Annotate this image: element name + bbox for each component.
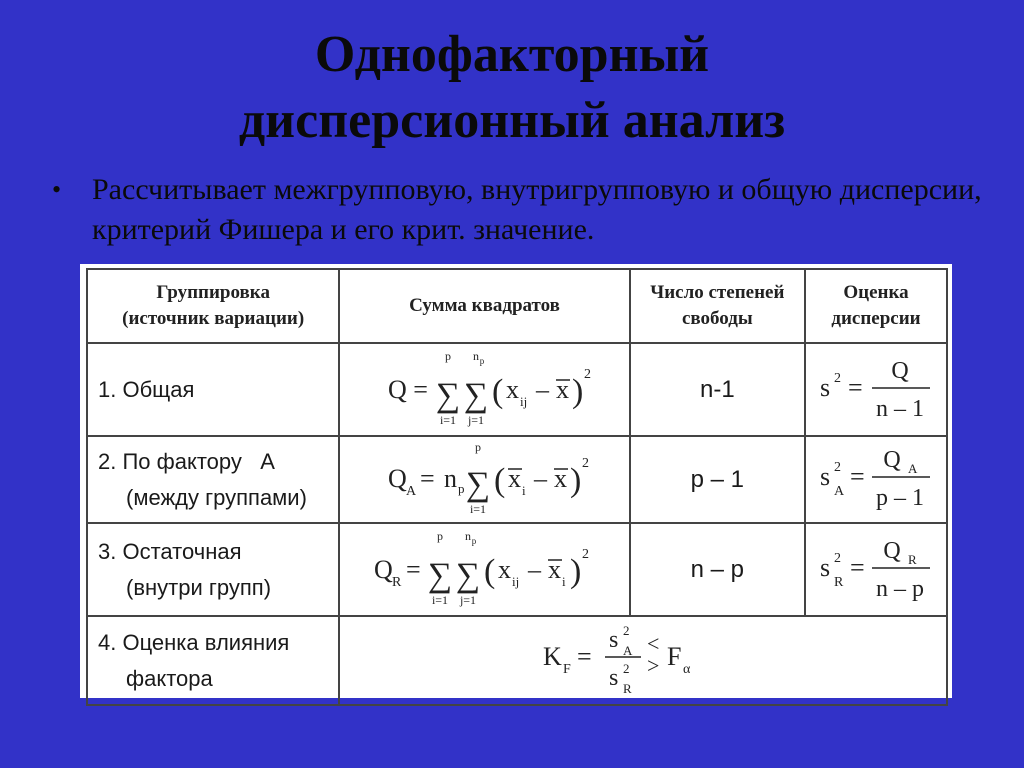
svg-text:(: ( xyxy=(483,553,495,590)
svg-text:K: K xyxy=(543,642,562,671)
svg-text:p: p xyxy=(471,536,476,546)
svg-text:p: p xyxy=(457,481,465,496)
row-source xyxy=(87,616,339,705)
svg-text:n: n xyxy=(464,529,471,543)
svg-text:Q: Q xyxy=(883,447,901,473)
svg-text:∑: ∑ xyxy=(455,557,480,594)
formula-fisher-criterion-svg xyxy=(533,617,753,699)
svg-text:2: 2 xyxy=(581,547,589,562)
formula-total-ss-svg xyxy=(360,344,610,430)
row-source-line2: фактора xyxy=(126,665,213,691)
row-df: p – 1 xyxy=(630,436,805,523)
svg-text:): ) xyxy=(569,553,581,590)
slide-title xyxy=(0,22,1024,154)
row-source-line1: 2. По фактору A xyxy=(98,448,275,474)
svg-text:R: R xyxy=(907,552,917,567)
svg-text:<: < xyxy=(647,631,660,656)
svg-text:F: F xyxy=(667,642,682,671)
formula-factor-variance-svg xyxy=(816,437,936,517)
svg-text:F: F xyxy=(563,662,571,677)
title-line-1: Однофакторный xyxy=(314,26,710,83)
svg-text:x: x xyxy=(553,464,567,493)
header-variance xyxy=(805,269,947,343)
svg-text:i=1: i=1 xyxy=(469,502,486,516)
svg-text:∑: ∑ xyxy=(465,466,490,503)
svg-text:Q =: Q = xyxy=(387,375,428,404)
table-row xyxy=(87,436,947,523)
row-source-line2: (внутри групп) xyxy=(126,574,272,600)
formula-total-ss xyxy=(339,343,629,436)
svg-text:(: ( xyxy=(491,373,503,410)
header-df-line1: Число степеней xyxy=(650,282,785,303)
svg-text:i=1: i=1 xyxy=(439,413,456,427)
anova-table xyxy=(86,268,948,706)
title-line-2: дисперсионный анализ xyxy=(238,92,786,149)
svg-text:2: 2 xyxy=(623,661,630,676)
header-variance-line2: дисперсии xyxy=(831,308,921,329)
bullet-text: Рассчитывает межгрупповую, внутригрупповую и общую дисперсии, критерий Фишера и его крит. значение. xyxy=(92,173,982,246)
svg-text:Q: Q xyxy=(883,538,901,564)
svg-text:R: R xyxy=(623,681,632,696)
svg-text:i=1: i=1 xyxy=(431,593,448,607)
svg-text:=: = xyxy=(849,553,865,582)
svg-text:ij: ij xyxy=(519,394,527,409)
header-variance-line1: Оценка xyxy=(843,282,909,303)
header-df xyxy=(630,269,805,343)
svg-text:∑: ∑ xyxy=(427,557,452,594)
svg-text:s: s xyxy=(819,373,831,402)
svg-text:i: i xyxy=(561,574,566,589)
row-source-line1: 3. Остаточная xyxy=(98,538,242,564)
row-df: n-1 xyxy=(630,343,805,436)
svg-text:A: A xyxy=(907,461,918,476)
svg-text:): ) xyxy=(571,373,583,410)
svg-text:=: = xyxy=(847,373,863,402)
header-source xyxy=(87,269,339,343)
svg-text:α: α xyxy=(683,662,691,677)
formula-residual-ss xyxy=(339,523,629,616)
svg-text:A: A xyxy=(833,484,845,499)
formula-residual-variance-svg xyxy=(816,524,936,610)
formula-factor-ss-svg xyxy=(360,437,610,517)
svg-text:s: s xyxy=(609,627,619,653)
svg-text:=: = xyxy=(405,555,421,584)
svg-text:(: ( xyxy=(493,462,505,499)
svg-text:–: – xyxy=(527,555,541,584)
svg-text:A: A xyxy=(623,643,633,658)
header-df-line2: свободы xyxy=(681,308,753,329)
table-panel xyxy=(80,264,952,698)
svg-text:p: p xyxy=(479,356,484,366)
formula-residual-variance xyxy=(805,523,947,616)
svg-text:i: i xyxy=(521,483,526,498)
formula-total-variance-svg xyxy=(816,344,936,430)
svg-text:x: x xyxy=(555,375,569,404)
svg-text:p – 1: p – 1 xyxy=(875,485,924,511)
svg-text:x: x xyxy=(507,464,521,493)
svg-text:n – 1: n – 1 xyxy=(875,396,924,422)
formula-residual-ss-svg xyxy=(360,524,610,610)
svg-text:=: = xyxy=(577,642,592,671)
svg-text:p: p xyxy=(444,349,451,363)
svg-text:2: 2 xyxy=(623,623,630,638)
row-source-line1: 1. Общая xyxy=(98,376,195,402)
svg-text:–: – xyxy=(535,375,549,404)
header-source-line1: Группировка xyxy=(156,282,270,303)
svg-text:s: s xyxy=(819,553,831,582)
row-df: n – p xyxy=(630,523,805,616)
svg-text:R: R xyxy=(391,575,401,590)
svg-text:x: x xyxy=(497,555,511,584)
svg-text:>: > xyxy=(647,653,660,678)
svg-text:2: 2 xyxy=(583,367,591,382)
svg-text:p: p xyxy=(436,529,443,543)
row-source-line2: (между группами) xyxy=(126,484,307,510)
svg-text:Q: Q xyxy=(891,358,909,384)
svg-text:A: A xyxy=(405,484,416,499)
svg-text:n: n xyxy=(472,349,479,363)
svg-text:2: 2 xyxy=(833,551,841,566)
svg-text:Q: Q xyxy=(387,464,407,493)
bullet-item xyxy=(52,170,992,250)
svg-text:n – p: n – p xyxy=(875,576,924,602)
table-row xyxy=(87,343,947,436)
formula-factor-ss xyxy=(339,436,629,523)
row-source xyxy=(87,436,339,523)
row-source xyxy=(87,343,339,436)
svg-text:Q: Q xyxy=(373,555,393,584)
svg-text:x: x xyxy=(505,375,519,404)
svg-text:–: – xyxy=(533,464,547,493)
header-source-line2: (источник вариации) xyxy=(122,308,305,329)
table-row xyxy=(87,616,947,705)
svg-text:∑: ∑ xyxy=(463,377,488,414)
svg-text:2: 2 xyxy=(833,371,841,386)
formula-total-variance xyxy=(805,343,947,436)
svg-text:n: n xyxy=(443,464,457,493)
svg-text:j=1: j=1 xyxy=(459,593,476,607)
bullet-dot: • xyxy=(52,175,62,204)
header-sum-squares: Сумма квадратов xyxy=(339,269,629,343)
svg-text:x: x xyxy=(547,555,561,584)
svg-text:ij: ij xyxy=(511,574,519,589)
svg-text:2: 2 xyxy=(581,456,589,471)
svg-text:p: p xyxy=(474,440,481,454)
svg-text:): ) xyxy=(569,462,581,499)
row-source-line1: 4. Оценка влияния xyxy=(98,629,290,655)
svg-text:2: 2 xyxy=(833,460,841,475)
svg-text:s: s xyxy=(609,665,619,691)
svg-text:R: R xyxy=(833,575,844,590)
svg-text:s: s xyxy=(819,462,831,491)
table-row xyxy=(87,523,947,616)
formula-factor-variance xyxy=(805,436,947,523)
formula-fisher-criterion xyxy=(339,616,947,705)
svg-text:=: = xyxy=(419,464,435,493)
svg-text:=: = xyxy=(849,462,865,491)
svg-text:j=1: j=1 xyxy=(467,413,484,427)
table-header-row xyxy=(87,269,947,343)
svg-text:∑: ∑ xyxy=(435,377,460,414)
row-source xyxy=(87,523,339,616)
